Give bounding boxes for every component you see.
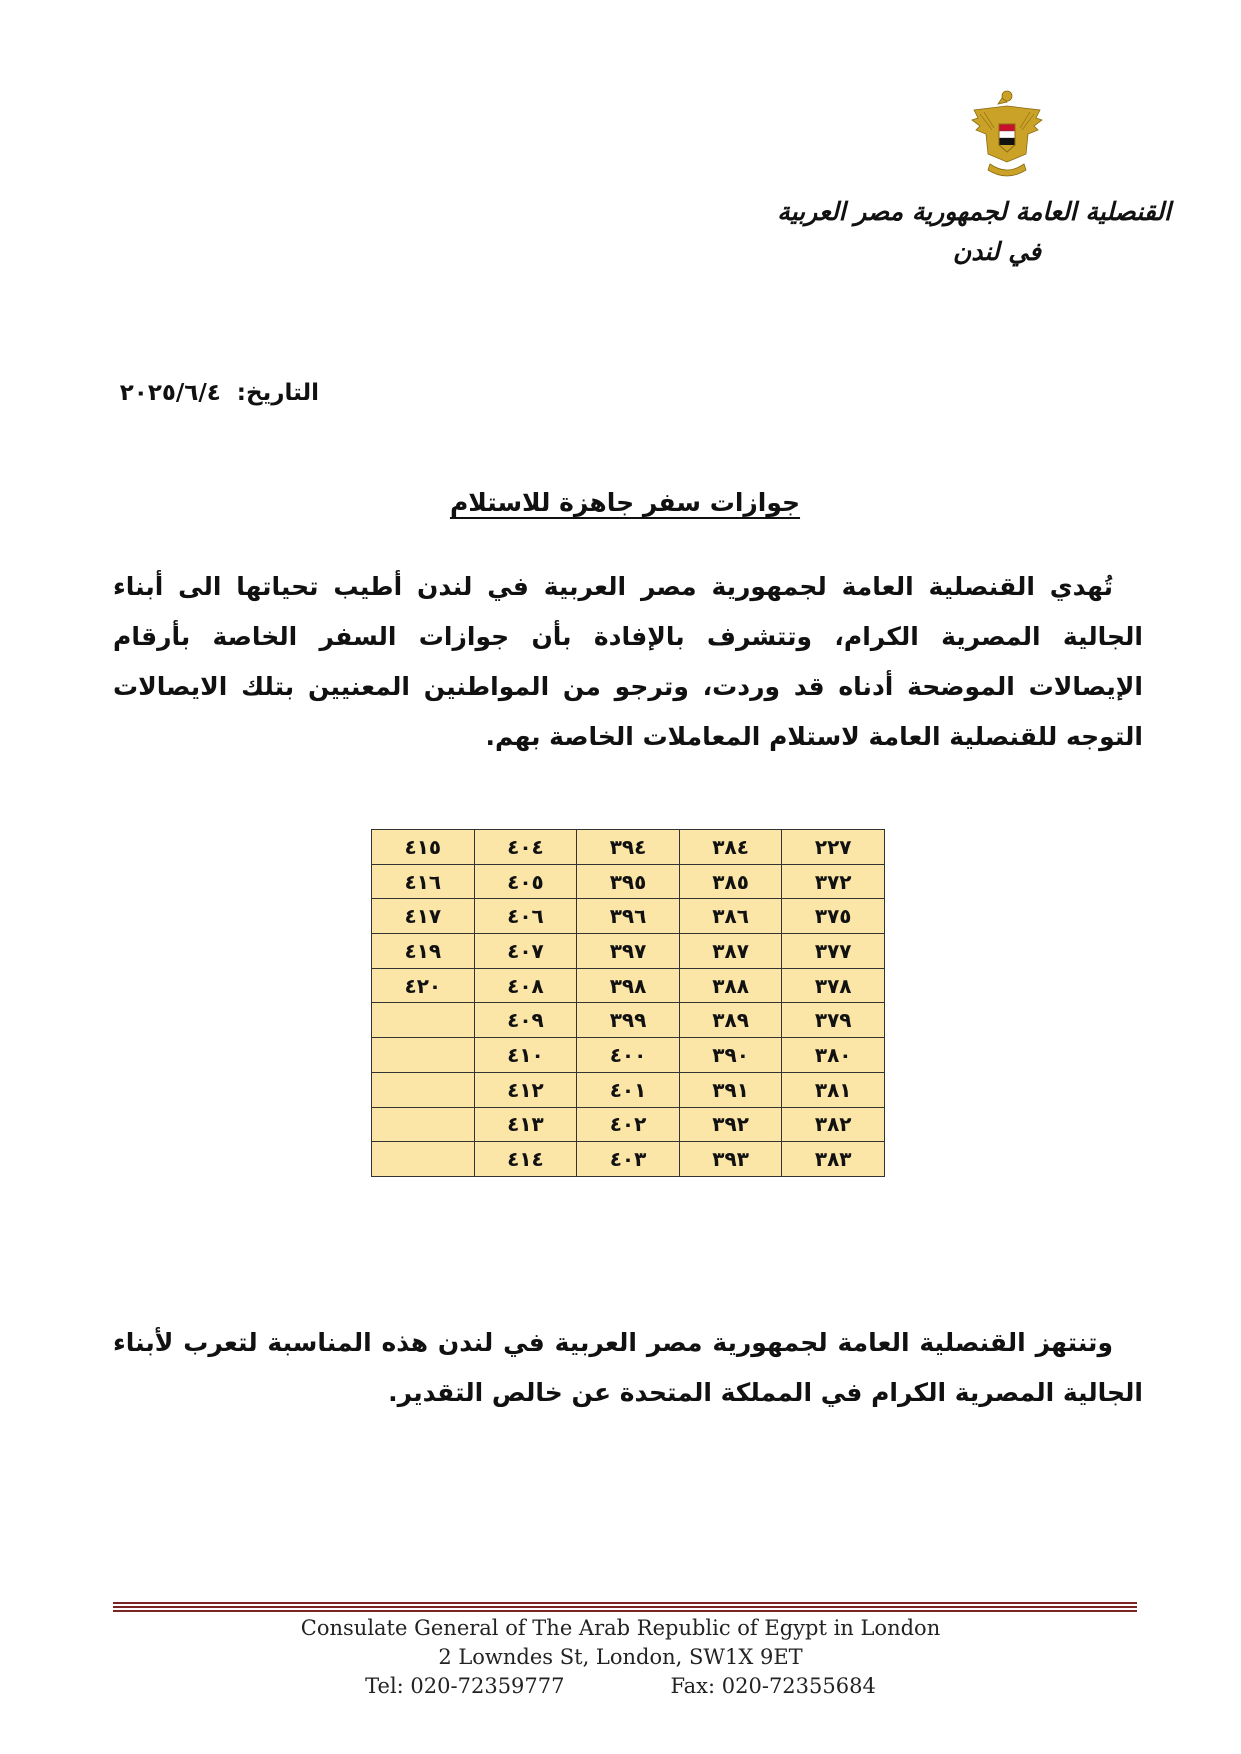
footer-divider	[113, 1602, 1137, 1614]
receipt-number-cell: ٤٠٣	[577, 1142, 680, 1177]
receipt-number-cell: ٣٨٨	[679, 968, 782, 1003]
receipt-number-cell	[372, 1038, 475, 1073]
receipt-number-cell	[372, 1072, 475, 1107]
receipt-number-cell: ٤١٩	[372, 934, 475, 969]
header-org-city: في لندن	[952, 237, 1041, 266]
receipt-number-cell: ٤٠٤	[474, 830, 577, 865]
receipt-number-cell: ٢٢٧	[782, 830, 885, 865]
table-row	[372, 968, 885, 1003]
footer	[0, 1614, 1241, 1701]
receipt-number-cell: ٤٠٥	[474, 864, 577, 899]
receipt-number-cell: ٤٠٩	[474, 1003, 577, 1038]
receipt-number-cell: ٣٩٢	[679, 1107, 782, 1142]
receipt-number-cell: ٣٨٧	[679, 934, 782, 969]
receipt-number-cell: ٣٧٩	[782, 1003, 885, 1038]
receipt-number-cell: ٤٠٧	[474, 934, 577, 969]
table-row	[372, 1038, 885, 1073]
receipt-number-cell: ٣٩٣	[679, 1142, 782, 1177]
footer-divider-line	[113, 1606, 1137, 1608]
receipt-number-cell: ٣٧٧	[782, 934, 885, 969]
receipt-number-cell: ٣٩٧	[577, 934, 680, 969]
date-line	[120, 380, 319, 406]
footer-tel: Tel: 020-72359777	[365, 1674, 565, 1698]
receipt-number-cell	[372, 1142, 475, 1177]
receipt-number-cell: ٤١٧	[372, 899, 475, 934]
receipts-table-body	[372, 830, 885, 1177]
table-row	[372, 1107, 885, 1142]
receipts-table	[371, 829, 885, 1177]
receipt-number-cell: ٤٠٢	[577, 1107, 680, 1142]
consulate-header	[571, 192, 1171, 272]
receipt-number-cell: ٣٨١	[782, 1072, 885, 1107]
receipt-number-cell: ٤١٠	[474, 1038, 577, 1073]
receipt-number-cell: ٣٨٠	[782, 1038, 885, 1073]
receipt-number-cell: ٤٢٠	[372, 968, 475, 1003]
receipt-number-cell: ٤٠١	[577, 1072, 680, 1107]
receipt-number-cell: ٣٧٥	[782, 899, 885, 934]
receipt-number-cell: ٤٠٨	[474, 968, 577, 1003]
header-org-name: القنصلية العامة لجمهورية مصر العربية	[777, 197, 1171, 226]
receipt-number-cell: ٤١٥	[372, 830, 475, 865]
table-row	[372, 899, 885, 934]
receipt-number-cell: ٣٨٣	[782, 1142, 885, 1177]
subject-text: جوازات سفر جاهزة للاستلام	[449, 488, 801, 517]
receipt-number-cell: ٣٧٢	[782, 864, 885, 899]
closing-paragraph: وتنتهز القنصلية العامة لجمهورية مصر العربية في لندن هذه المناسبة لتعرب لأبناء الجالية المصرية الكرام في المملكة المتحدة عن خالص التقدير.	[113, 1328, 1143, 1407]
receipt-number-cell	[372, 1107, 475, 1142]
receipt-number-cell: ٣٧٨	[782, 968, 885, 1003]
receipt-number-cell: ٤١٤	[474, 1142, 577, 1177]
subject-heading	[400, 488, 850, 517]
receipt-number-cell: ٤١٣	[474, 1107, 577, 1142]
receipt-number-cell: ٣٨٤	[679, 830, 782, 865]
footer-divider-line	[113, 1602, 1137, 1604]
receipt-number-cell: ٤٠٦	[474, 899, 577, 934]
receipt-number-cell: ٤٠٠	[577, 1038, 680, 1073]
receipt-number-cell: ٣٩٩	[577, 1003, 680, 1038]
footer-contact	[0, 1672, 1241, 1701]
footer-divider-line	[113, 1610, 1137, 1612]
receipt-number-cell: ٣٩١	[679, 1072, 782, 1107]
table-row	[372, 934, 885, 969]
receipt-number-cell: ٣٩٠	[679, 1038, 782, 1073]
table-row	[372, 1072, 885, 1107]
receipt-number-cell: ٣٩٤	[577, 830, 680, 865]
table-row	[372, 1003, 885, 1038]
receipt-number-cell: ٣٩٨	[577, 968, 680, 1003]
receipt-number-cell: ٣٨٦	[679, 899, 782, 934]
receipt-number-cell: ٣٩٥	[577, 864, 680, 899]
intro-paragraph: تُهدي القنصلية العامة لجمهورية مصر العربية في لندن أطيب تحياتها الى أبناء الجالية المصرية الكرام، وتتشرف بالإفادة بأن جوازات السفر الخاصة بأرقام الإيصالات الموضحة أدناه قد وردت، وترجو من المواطنين المعنيين بتلك الايصالات التوجه للقنصلية العامة لاستلام المعاملات الخاصة بهم.	[113, 572, 1143, 751]
receipt-number-cell: ٣٨٢	[782, 1107, 885, 1142]
table-row	[372, 864, 885, 899]
footer-fax: Fax: 020-72355684	[670, 1674, 876, 1698]
receipt-number-cell: ٣٩٦	[577, 899, 680, 934]
receipt-number-cell	[372, 1003, 475, 1038]
receipt-number-cell: ٣٨٩	[679, 1003, 782, 1038]
footer-org-name: Consulate General of The Arab Republic of Egypt in London	[300, 1616, 941, 1640]
footer-address: 2 Lowndes St, London, SW1X 9ET	[438, 1645, 803, 1669]
date-label: التاريخ:	[236, 380, 319, 406]
table-row	[372, 1142, 885, 1177]
table-row	[372, 830, 885, 865]
egypt-eagle-emblem-icon	[968, 84, 1046, 184]
receipt-number-cell: ٤١٢	[474, 1072, 577, 1107]
receipt-number-cell: ٣٨٥	[679, 864, 782, 899]
date-value: ٢٠٢٥/٦/٤	[119, 380, 221, 406]
receipt-number-cell: ٤١٦	[372, 864, 475, 899]
